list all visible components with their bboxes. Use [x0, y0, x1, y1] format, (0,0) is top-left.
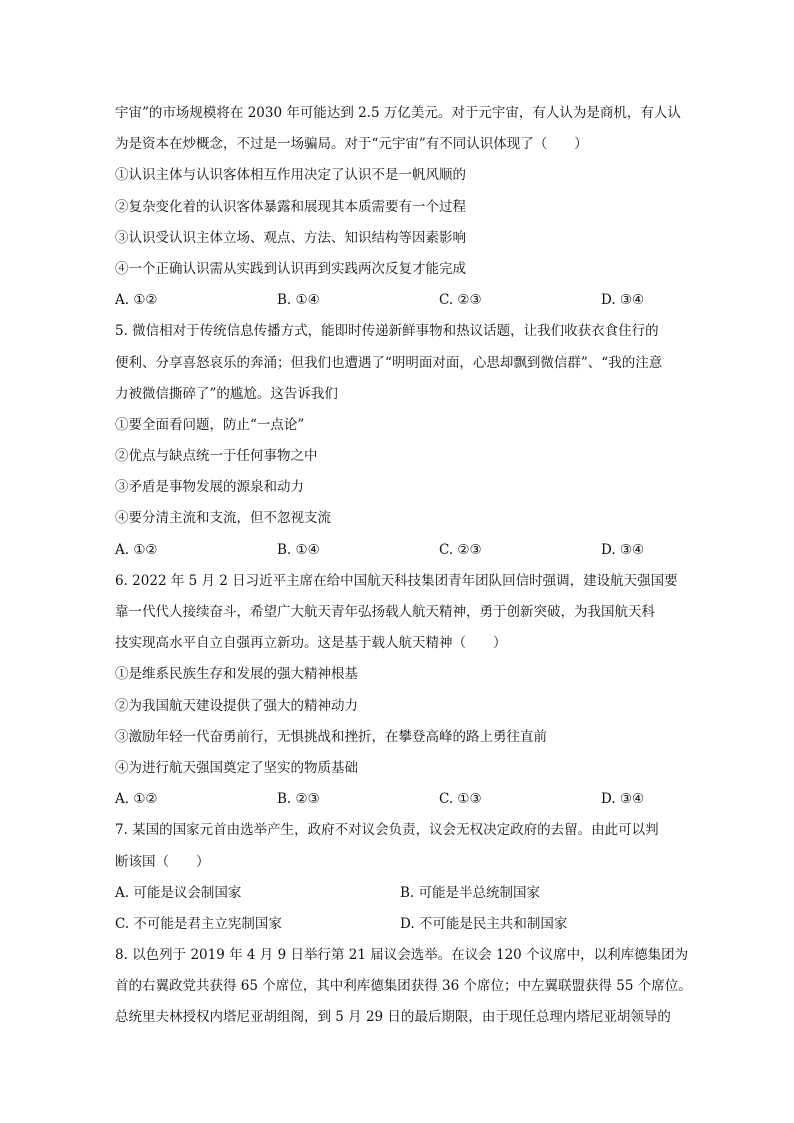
question-7	[115, 815, 685, 940]
question-4	[115, 98, 685, 316]
question-6	[115, 566, 685, 816]
option-d: D. ③④	[601, 791, 645, 808]
statement-item: ②复杂变化着的认识客体暴露和展现其本质需要有一个过程	[115, 198, 466, 215]
question-text-line: 力被微信撕碎了”的尴尬。这告诉我们	[115, 385, 338, 402]
question-text-line: 5. 微信相对于传统信息传播方式，能即时传递新鲜事物和热议话题，让我们收获衣食住行的	[115, 323, 659, 340]
option-c: C. 不可能是君主立宪制国家	[115, 915, 282, 932]
answer-options	[115, 909, 685, 940]
option-b: B. 可能是半总统制国家	[400, 884, 541, 901]
answer-options	[115, 535, 685, 566]
option-c: C. ②③	[439, 541, 482, 558]
answer-options	[115, 784, 685, 815]
statement-item: ③激励年轻一代奋勇前行，无惧挑战和挫折，在攀登高峰的路上勇往直前	[115, 728, 547, 745]
statement-item: ①认识主体与认识客体相互作用决定了认识不是一帆风顺的	[115, 167, 466, 184]
option-c: C. ①③	[439, 791, 482, 808]
question-text-line: 总统里夫林授权内塔尼亚胡组阁，到 5 月 29 日的最后期限，由于现任总理内塔尼亚胡领导的	[115, 1009, 671, 1026]
option-d: D. ③④	[601, 292, 645, 309]
question-5	[115, 316, 685, 566]
statement-item: ③认识受认识主体立场、观点、方法、知识结构等因素影响	[115, 229, 466, 246]
option-a: A. ①②	[115, 541, 158, 558]
statement-item: ①要全面看问题，防止“一点论”	[115, 416, 305, 433]
statement-item: ④要分清主流和支流，但不忽视支流	[115, 510, 331, 527]
option-d: D. 不可能是民主共和制国家	[400, 915, 568, 932]
statement-item: ①是维系民族生存和发展的强大精神根基	[115, 666, 358, 683]
option-b: B. ①④	[277, 541, 320, 558]
question-text-line: 7. 某国的国家元首由选举产生，政府不对议会负责，议会无权决定政府的去留。由此可以判	[115, 822, 659, 839]
document-page	[115, 98, 692, 1034]
question-8	[115, 940, 692, 1034]
answer-options	[115, 285, 685, 316]
question-text-line: 断该国（ ）	[115, 853, 210, 870]
question-text-line: 便利、分享喜怒哀乐的奔涌；但我们也遭遇了“明明面对面，心思却飘到微信群”、“我的注意	[115, 354, 663, 371]
statement-item: ④为进行航天强国奠定了坚实的物质基础	[115, 759, 358, 776]
option-b: B. ①④	[277, 292, 320, 309]
statement-item: ④一个正确认识需从实践到认识再到实践两次反复才能完成	[115, 260, 466, 277]
question-text-line: 8. 以色列于 2019 年 4 月 9 日举行第 21 届议会选举。在议会 120 个议席中，以利库德集团为	[115, 947, 689, 964]
question-text-line: 靠一代代人接续奋斗，希望广大航天青年弘扬载人航天精神，勇于创新突破，为我国航天科	[115, 604, 655, 620]
question-text-line: 6. 2022 年 5 月 2 日习近平主席在给中国航天科技集团青年团队回信时强调，建设航天强国要	[115, 572, 678, 589]
option-a: A. ①②	[115, 292, 158, 309]
option-b: B. ②③	[277, 791, 320, 808]
option-c: C. ②③	[439, 292, 482, 309]
question-text-line: 首的右翼政党共获得 65 个席位，其中利库德集团获得 36 个席位；中左翼联盟获得 55 个席位。	[115, 978, 692, 995]
answer-options	[115, 878, 685, 909]
statement-item: ②为我国航天建设提供了强大的精神动力	[115, 697, 358, 714]
question-text-line: 技实现高水平自立自强再立新功。这是基于载人航天精神（ ）	[115, 635, 507, 652]
question-text-line: 宇宙”的市场规模将在 2030 年可能达到 2.5 万亿美元。对于元宇宙，有人认为是商机，有人认	[115, 105, 681, 121]
statement-item: ②优点与缺点统一于任何事物之中	[115, 448, 318, 465]
option-a: A. 可能是议会制国家	[115, 884, 242, 901]
question-text-line: 为是资本在炒概念，不过是一场骗局。对于“元宇宙”有不同认识体现了（ ）	[115, 136, 588, 153]
option-d: D. ③④	[601, 541, 645, 558]
statement-item: ③矛盾是事物发展的源泉和动力	[115, 479, 304, 496]
option-a: A. ①②	[115, 791, 158, 808]
